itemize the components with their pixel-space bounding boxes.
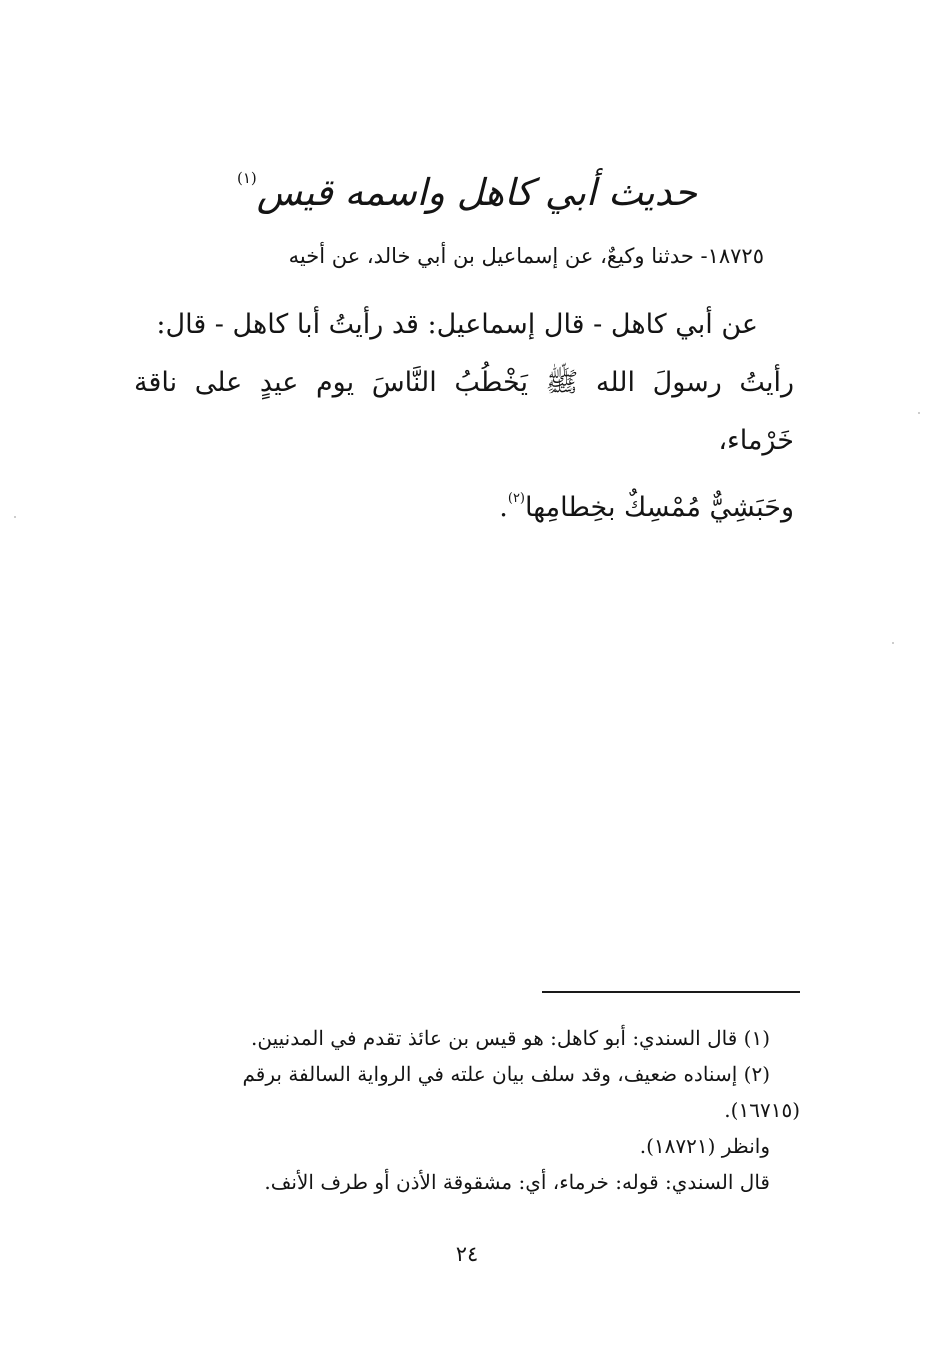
heading-title: حديث أبي كاهل واسمه قيس <box>256 171 697 214</box>
hadith-line-3-end: . <box>499 492 508 523</box>
hadith-line-3: وحَبَشِيٌّ مُمْسِكٌ بخِطامِها <box>525 492 794 523</box>
heading-footnote-mark: (١) <box>237 169 257 187</box>
hadith-line-2: رأيتُ رسولَ الله ﷺ يَخْطُبُ النَّاسَ يوم عيدٍ على ناقة خَرْماء، <box>134 367 794 456</box>
hadith-line-1: عن أبي كاهل - قال إسماعيل: قد رأيتُ أبا كاهل - قال: <box>156 309 758 340</box>
scan-speck <box>918 412 920 414</box>
footnote-2-line-3: وانظر (١٨٧٢١). <box>639 1134 770 1158</box>
section-heading <box>150 148 784 223</box>
hadith-footnote-mark: (٢) <box>507 491 525 506</box>
footnote-1: (١) قال السندي: أبو كاهل: هو قيس بن عائذ تقدم في المدنيين. <box>251 1026 770 1050</box>
scan-speck <box>892 642 894 644</box>
scan-speck <box>14 516 16 518</box>
hadith-isnad-line: ١٨٧٢٥- حدثنا وكيعٌ، عن إسماعيل بن أبي خالد، عن أخيه <box>288 244 764 268</box>
footnote-2-line-2: (١٦٧١٥). <box>724 1098 800 1122</box>
footnote-2-line-1: (٢) إسناده ضعيف، وقد سلف بيان علته في الرواية السالفة برقم <box>242 1062 770 1086</box>
footnotes <box>130 1020 800 1200</box>
hadith-text <box>134 296 794 537</box>
page-number: ٢٤ <box>455 1242 479 1266</box>
footnote-2-line-4: قال السندي: قوله: خرماء، أي: مشقوقة الأذن أو طرف الأنف. <box>264 1170 770 1194</box>
footnote-separator <box>542 991 800 993</box>
hadith-line-3-wrap <box>134 470 794 537</box>
